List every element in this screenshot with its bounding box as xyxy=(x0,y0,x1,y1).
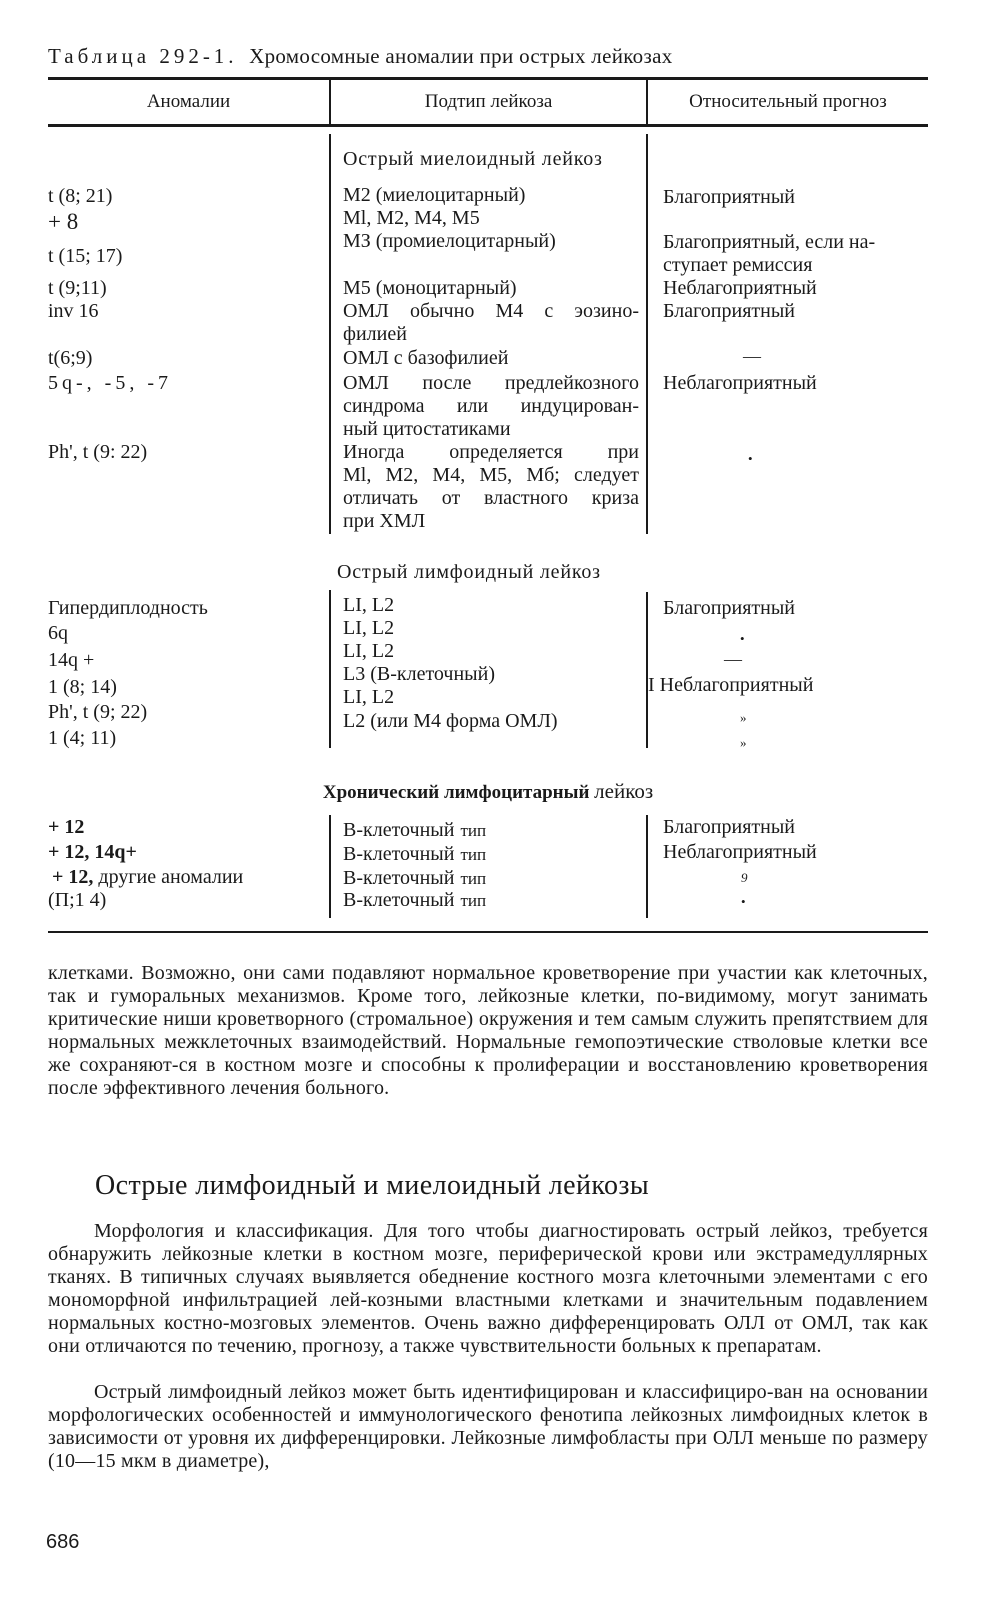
subtype-cell-text: В-клеточный xyxy=(343,819,455,841)
anomaly-cell: 5q-, -5, -7 xyxy=(48,372,172,394)
body-paragraph xyxy=(48,1220,928,1358)
prognosis-cell: Неблагоприятный xyxy=(663,841,817,863)
anomaly-cell: t (9;11) xyxy=(48,277,107,299)
subtype-cell: L3 (В-клеточный) xyxy=(343,663,495,685)
header-subtype: Подтип лейкоза xyxy=(424,91,553,112)
subtype-cell: при ХМЛ xyxy=(343,510,426,532)
subtype-cell xyxy=(343,889,639,912)
anomaly-cell: 6q xyxy=(48,622,68,644)
subtype-cell: L2 (или М4 форма ОМЛ) xyxy=(343,710,558,732)
anomaly-cell: Ph', t (9: 22) xyxy=(48,441,148,463)
subtype-cell-text: В-клеточный xyxy=(343,889,455,911)
column-divider xyxy=(646,134,648,534)
subtype-cell xyxy=(343,843,639,866)
header-anomalies: Аномалии xyxy=(146,91,231,112)
anomaly-cell: + 12, 14q+ xyxy=(48,841,137,863)
prognosis-cell: — xyxy=(724,649,742,669)
prognosis-cell: Благоприятный xyxy=(663,597,795,619)
subtype-cell: LI, L2 xyxy=(343,594,395,616)
anomaly-cell: t (8; 21) xyxy=(48,185,113,207)
anomaly-cell-bold: + 12, xyxy=(52,866,94,888)
prognosis-cell: » xyxy=(740,710,747,725)
subtype-cell: синдрома или индуцирован- xyxy=(343,395,639,417)
section-cll-title-bold: Хронический лимфоцитарный xyxy=(322,782,590,803)
prognosis-cell: Благоприятный xyxy=(663,300,795,322)
subtype-cell: МЗ (промиелоцитарный) xyxy=(343,230,556,252)
paragraph-text: клетками. Возможно, они сами подавляют нормальное кроветворение при участии как клеточных, так и гуморальных механизмов. Кроме того, лейкозные клетки, по-видимому, могут занимать критические ниши кроветворного (стромальное) окружения и тем самым служить препятствием для нормальных межклеточных взаимодействий. Нормальные гемопоэтические стволовые клетки все же сохраняют-ся в костном мозге и способны к пролиферации и восстановлению кроветворения после эффективного лечения больного. xyxy=(48,962,928,1099)
anomaly-cell: (П;1 4) xyxy=(48,889,107,911)
prognosis-cell: 9 xyxy=(741,870,748,885)
table-caption xyxy=(48,44,928,69)
anomaly-cell: 1 (4; 11) xyxy=(48,727,117,749)
subtype-cell: Ml, M2, M4, M5, Мб; следует xyxy=(343,464,639,486)
anomaly-cell: inv 16 xyxy=(48,300,99,322)
subtype-cell: ОМЛ обычно М4 с эозино- xyxy=(343,300,639,322)
subtype-cell-text: В-клеточный xyxy=(343,843,455,865)
anomaly-cell: t (15; 17) xyxy=(48,245,123,267)
subtype-cell: Ml, M2, M4, M5 xyxy=(343,207,480,229)
table-top-rule xyxy=(48,77,928,80)
section-all-title: Острый лимфоидный лейкоз xyxy=(337,561,601,583)
prognosis-cell: Неблагоприятный xyxy=(663,372,817,394)
section-aml-title: Острый миелоидный лейкоз xyxy=(343,148,603,170)
column-divider xyxy=(646,815,648,918)
anomaly-cell xyxy=(52,866,243,889)
prognosis-cell: I Неблагоприятный xyxy=(648,674,814,696)
prognosis-cell: Благоприятный xyxy=(663,816,795,838)
body-paragraph xyxy=(48,962,928,1100)
anomaly-cell: Ph', t (9; 22) xyxy=(48,701,148,723)
subtype-cell: Иногда определяется при xyxy=(343,441,639,463)
body-paragraph xyxy=(48,1381,928,1473)
anomaly-cell: t(6;9) xyxy=(48,347,93,369)
subtype-cell: ОМЛ с базофилией xyxy=(343,347,509,369)
anomaly-cell: 14q + xyxy=(48,649,95,671)
paragraph-text: Морфология и классификация. Для того чтобы диагностировать острый лейкоз, требуется обнаружить лейкозные клетки в костном мозге, периферической крови или экстрамедуллярных тканях. В типичных случаях выявляется обеднение костного мозга клеточными элементами с его мономорфной инфильтрацией лей-козными властными клетками и значительным подавлением нормальных костно-мозговых элементов. Очень важно дифференцировать ОЛЛ от ОМЛ, так как они отличаются по течению, прогнозу, а также чувствительности больных к препаратам. xyxy=(48,1220,928,1357)
table-caption-title: Хромосомные аномалии при острых лейкозах xyxy=(249,44,673,68)
subtype-cell xyxy=(343,819,639,842)
page-number: 686 xyxy=(46,1531,80,1553)
section-heading: Острые лимфоидный и миелоидный лейкозы xyxy=(95,1170,650,1201)
prognosis-cell: Благоприятный, если на- xyxy=(663,231,876,253)
prognosis-cell: — xyxy=(743,346,761,366)
anomaly-cell-rest: другие аномалии xyxy=(98,866,244,888)
prognosis-cell: • xyxy=(740,631,745,646)
subtype-cell: филией xyxy=(343,323,407,345)
subtype-cell-suffix: тип xyxy=(460,845,487,864)
subtype-cell: LI, L2 xyxy=(343,686,395,708)
subtype-cell xyxy=(343,867,639,890)
subtype-cell: LI, L2 xyxy=(343,640,395,662)
paragraph-text: Острый лимфоидный лейкоз может быть идентифицирован и классифициро-ван на основании морфологических особенностей и иммунологического фенотипа лейкозных лимфоидных клеток в зависимости от уровня их дифференцировки. Лейкозные лимфобласты при ОЛЛ меньше по размеру (10—15 мкм в диаметре), xyxy=(48,1381,928,1472)
prognosis-cell: • xyxy=(741,894,746,909)
table-caption-label: Таблица 292-1. xyxy=(48,44,238,68)
section-cll-title-rest: лейкоз xyxy=(594,779,654,803)
table-header-rule xyxy=(48,124,928,127)
header-prognosis: Относительный прогноз xyxy=(689,91,887,112)
column-divider xyxy=(329,134,331,534)
prognosis-cell: Благоприятный xyxy=(663,186,795,208)
column-divider xyxy=(329,590,331,748)
column-divider xyxy=(646,592,648,748)
subtype-cell: М2 (миелоцитарный) xyxy=(343,184,526,206)
table-bottom-rule xyxy=(48,931,928,933)
anomaly-cell: + 12 xyxy=(48,816,85,838)
subtype-cell: отличать от властного криза xyxy=(343,487,639,509)
subtype-cell-text: В-клеточный xyxy=(343,867,455,889)
subtype-cell-suffix: тип xyxy=(460,821,487,840)
prognosis-cell: • xyxy=(748,451,753,466)
subtype-cell: ОМЛ после предлейкозного xyxy=(343,372,639,394)
prognosis-cell: » xyxy=(740,735,747,750)
anomaly-cell: 1 (8; 14) xyxy=(48,676,117,698)
column-divider xyxy=(329,815,331,918)
subtype-cell: ный цитостатиками xyxy=(343,418,511,440)
anomaly-cell: Гипердиплодность xyxy=(48,597,208,619)
anomaly-cell: + 8 xyxy=(48,209,79,234)
subtype-cell: М5 (моноцитарный) xyxy=(343,277,517,299)
subtype-cell-suffix: тип xyxy=(460,891,487,910)
prognosis-cell: Неблагоприятный xyxy=(663,277,817,299)
subtype-cell: LI, L2 xyxy=(343,617,395,639)
section-cll-title xyxy=(48,779,928,804)
subtype-cell-suffix: тип xyxy=(460,869,487,888)
prognosis-cell: ступает ремиссия xyxy=(663,254,813,276)
